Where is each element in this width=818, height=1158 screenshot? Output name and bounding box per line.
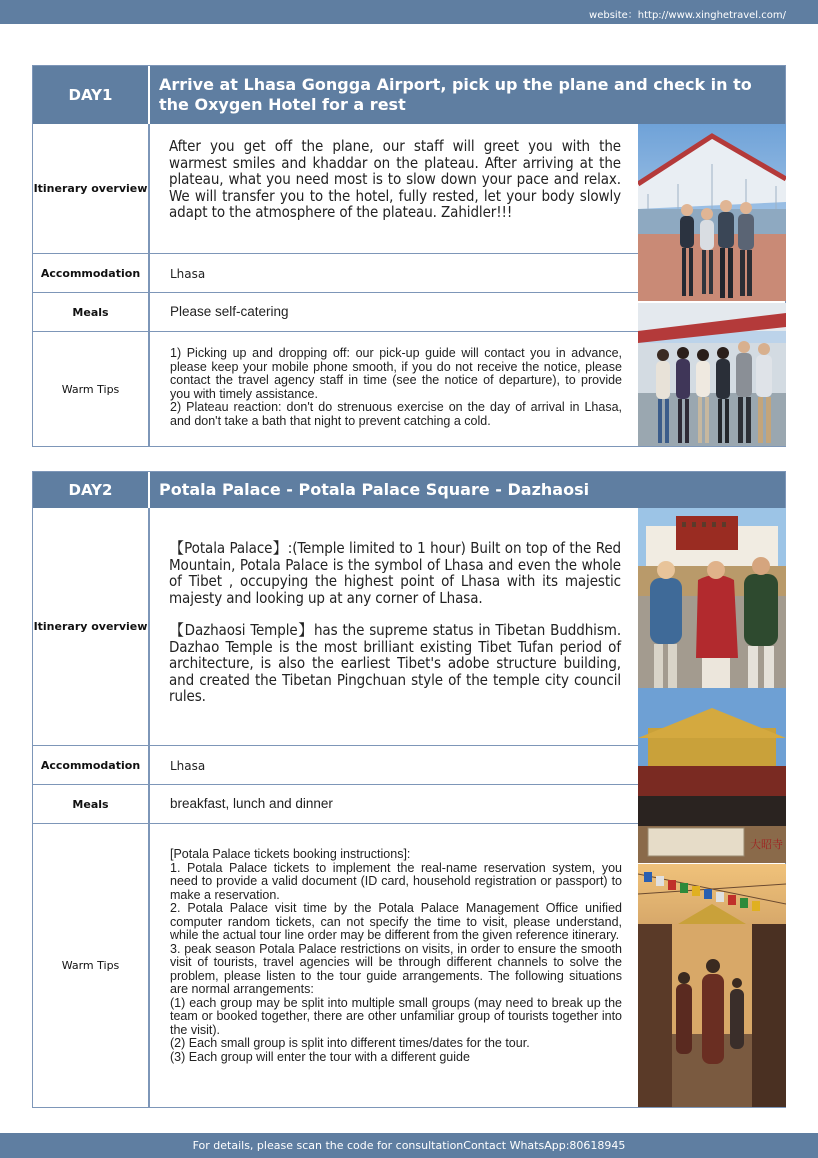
day2-overview-label: Itinerary overview: [33, 508, 150, 745]
potala-palace-photo: [638, 508, 786, 688]
day1-table: [32, 65, 786, 447]
barkhor-street-photo: [638, 864, 786, 1107]
day2-meals-value: breakfast, lunch and dinner: [170, 796, 333, 811]
top-bar: [0, 0, 818, 24]
day1-number: DAY1: [33, 66, 150, 124]
day2-overview-text: [169, 540, 621, 705]
website-url[interactable]: website：http://www.xinghetravel.com/: [589, 10, 786, 21]
day2-title: Potala Palace - Potala Palace Square - Dazhaosi: [159, 480, 590, 499]
day1-meals-value: Please self-catering: [170, 304, 289, 319]
overview-paragraph: 【Dazhaosi Temple】has the supreme status in Tibetan Buddhism. Dazhao Temple is the most brilliant existing Tibet Tufan period of architecture, is also the earliest Tibet's adobe structure building, and created the Tibetan Pingchuan style of the temple city council rules.: [169, 621, 621, 705]
day1-header: [33, 66, 785, 124]
tip-item: [Potala Palace tickets booking instructions]:: [170, 847, 411, 861]
footer-bar: [0, 1133, 818, 1158]
tip-item: 2) Plateau reaction: don't do strenuous exercise on the day of arrival in Lhasa, and don't take a bath that night to prevent catching a cold.: [170, 400, 622, 428]
day1-accommodation-label: Accommodation: [33, 254, 150, 292]
day2-table: [32, 471, 786, 1108]
day1-overview-label: Itinerary overview: [33, 124, 150, 253]
tip-item: 1. Potala Palace tickets to implement the real-name reservation system, you need to provide a valid document (ID card, household registration or passport) to make a reservation.: [170, 860, 622, 902]
day2-tips-label: Warm Tips: [33, 824, 150, 1107]
day1-tips-text: [170, 347, 622, 428]
day2-tips-text: [170, 848, 622, 1064]
day1-group-photo: [638, 303, 786, 446]
tip-item: 2. Potala Palace visit time by the Potala Palace Management Office unified computer random tickets, can not specify the time to visit, please understand, while the actual tour line order may be different from the given reference itinerary.: [170, 901, 622, 942]
footer-contact-text: For details, please scan the code for consultationContact WhatsApp:80618945: [192, 1139, 626, 1152]
day2-accommodation-label: Accommodation: [33, 746, 150, 784]
day2-number: DAY2: [33, 472, 150, 508]
day2-accommodation-value: Lhasa: [170, 759, 206, 773]
day1-airport-group-photo: [638, 124, 786, 301]
day1-meals-label: Meals: [33, 293, 150, 331]
overview-paragraph: 【Potala Palace】:(Temple limited to 1 hour) Built on top of the Red Mountain, Potala Palace is the symbol of Lhasa and even the whole of Tibet , occupying the highest point of Lhasa with its majestic majesty and looking up at any corner of Lhasa.: [169, 539, 621, 607]
day1-overview-text: After you get off the plane, our staff will greet you with the warmest smiles and khaddar on the plateau. After arriving at the plateau, what you need most is to slow down your pace and relax. We will transfer you to the hotel, fully rested, let your body slowly adapt to the atmosphere of the plateau. Zahidler!!!: [169, 137, 621, 221]
dazhao-sign-text: 大昭寺: [750, 838, 783, 851]
tip-item: 3. peak season Potala Palace restrictions on visits, in order to ensure the smooth visit of tourists, travel agencies will be through different channels to solve the problem, please listen to the tour guide arrangements. The following situations are normal arrangements:: [170, 941, 622, 996]
day1-title: Arrive at Lhasa Gongga Airport, pick up the plane and check in to the Oxygen Hotel for a rest: [159, 75, 752, 114]
tip-item: (1) each group may be split into multiple small groups (may need to break up the team or booked together, there are other unfamiliar group of tourists together into the visit).: [170, 995, 622, 1037]
day1-accommodation-value: Lhasa: [170, 267, 206, 281]
day2-meals-label: Meals: [33, 785, 150, 823]
tip-item: 1) Picking up and dropping off: our pick-up guide will contact you in advance, please keep your mobile phone smooth, if you do not receive the notice, please contact the travel agency staff in time (see the notice of departure), to provide you with timely assistance.: [170, 346, 622, 401]
day1-tips-label: Warm Tips: [33, 332, 150, 446]
day2-header: [33, 472, 785, 508]
tip-item: (3) Each group will enter the tour with a different guide: [170, 1049, 470, 1064]
dazhao-temple-photo: [638, 688, 786, 863]
tip-item: (2) Each small group is split into different times/dates for the tour.: [170, 1036, 530, 1050]
